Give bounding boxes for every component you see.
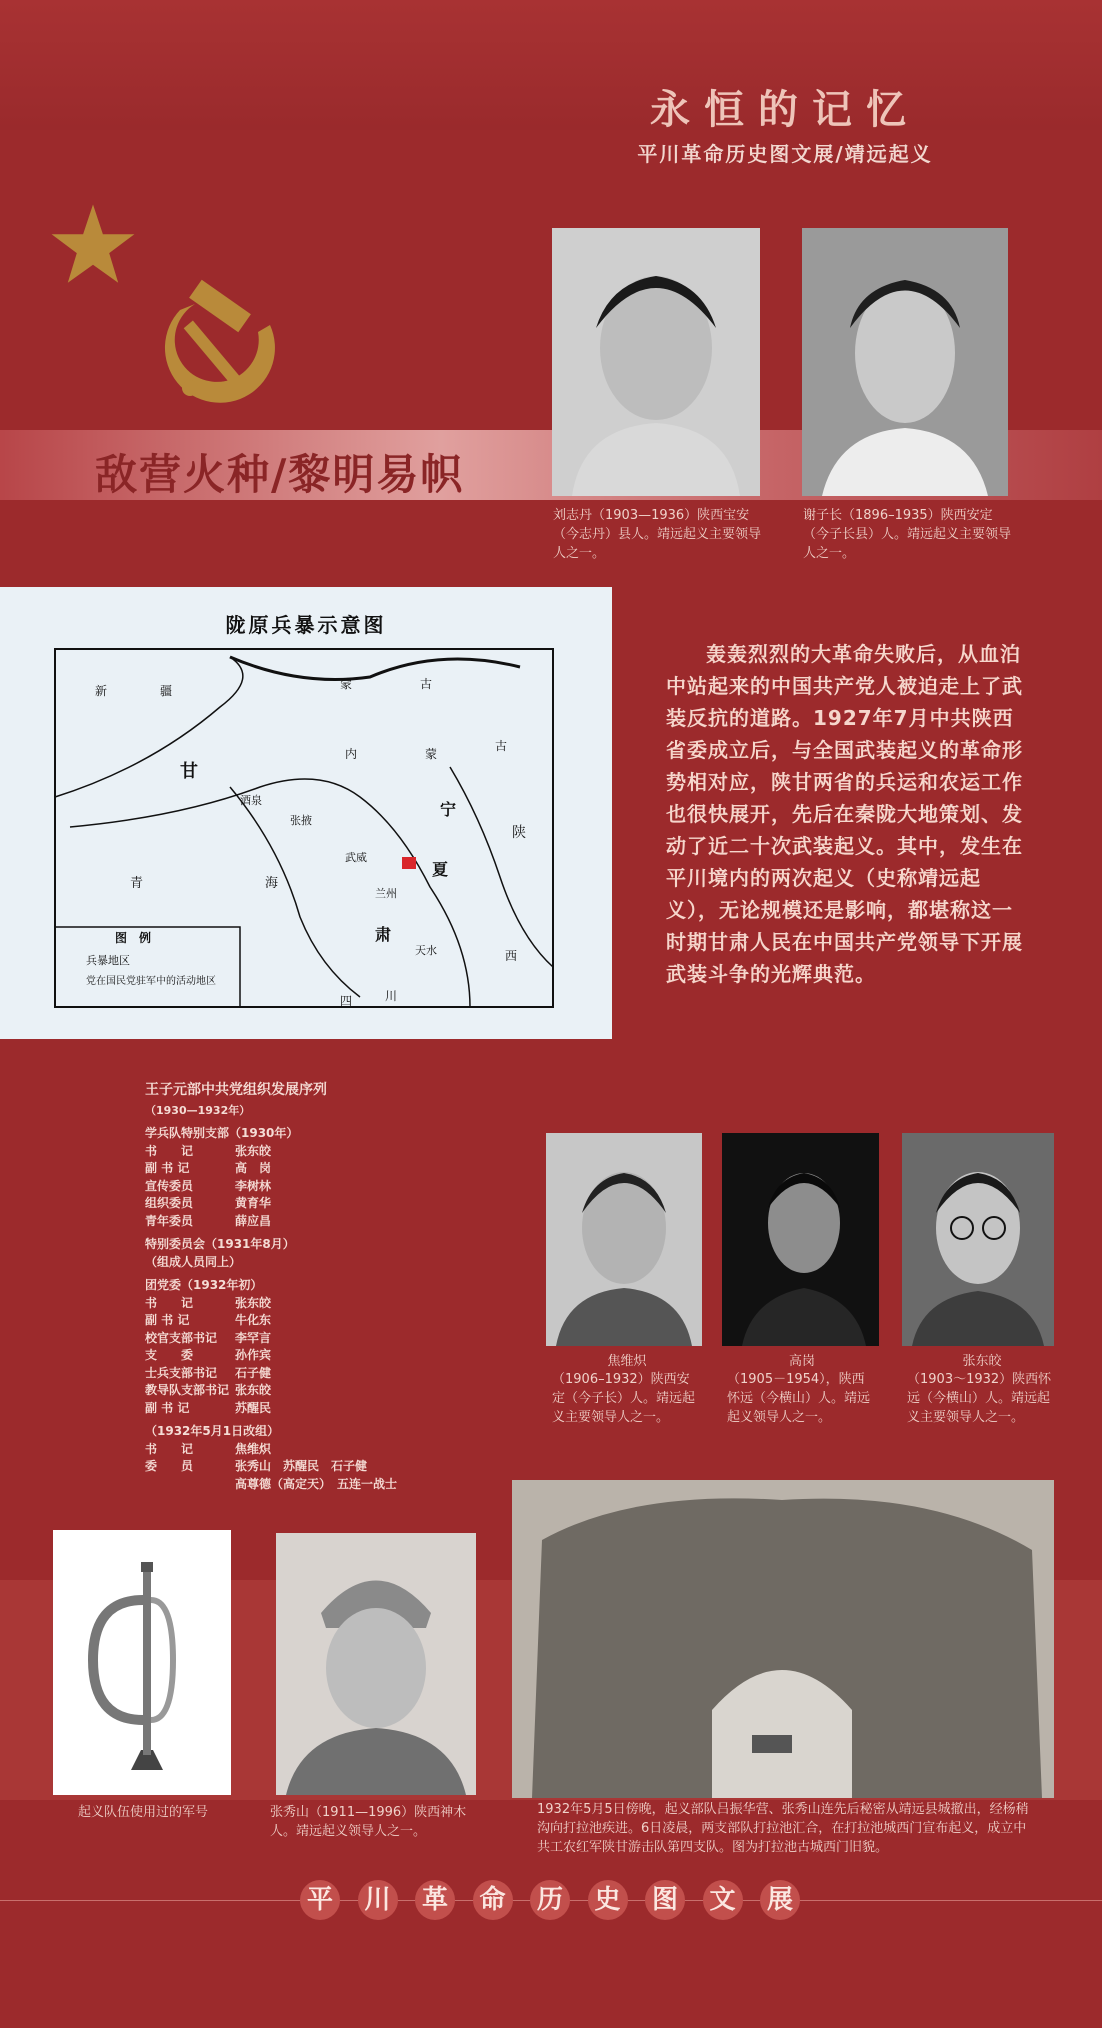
star-icon <box>48 200 138 290</box>
map-label: 张掖 <box>290 814 312 827</box>
footer-char: 川 <box>358 1880 398 1920</box>
map-label: 疆 <box>160 684 173 698</box>
caption-liu-zhidan: 刘志丹（1903—1936）陕西宝安（今志丹）县人。靖远起义主要领导人之一。 <box>553 508 762 561</box>
org-role: 组织委员 <box>145 1196 194 1210</box>
caption-dalachi-gate: 1932年5月5日傍晚，起义部队吕振华营、张秀山连先后秘密从靖远县城撤出，经杨稍沟向打拉池疾进。6日凌晨，两支部队打拉池汇合，在打拉池城西门宣布起义，成立中共工农红军陕甘游击队第四支队。图为打拉池古城西门旧貌。 <box>537 1802 1029 1855</box>
footer-char: 平 <box>300 1880 340 1920</box>
org-person: 高尊德（高定天） 五连一战士 <box>235 1476 398 1491</box>
org-person: 张东皎 <box>235 1383 272 1397</box>
intro-text: 轰轰烈烈的大革命失败后，从血泊中站起来的中国共产党人被迫走上了武装反抗的道路。1927年7月中共陕西省委成立后，与全国武装起义的革命形势相对应，陕甘两省的兵运和农运工作也很快展开，先后在秦陇大地策划、发动了近二十次武装起义。其中，发生在平川境内的两次起义（史称靖远起义），无论规模还是影响，都堪称这一时期甘肃人民在中国共产党领导下开展武装斗争的光辉典范。 <box>666 642 1023 986</box>
portrait-gao-gang <box>722 1133 879 1346</box>
footer-char: 历 <box>530 1880 570 1920</box>
org-person: 焦维炽 <box>235 1441 272 1456</box>
org-person: 李树林 <box>235 1178 272 1193</box>
footer-char: 文 <box>703 1880 743 1920</box>
footer-char: 史 <box>588 1880 628 1920</box>
caption-jiao-weizhi: （1906–1932）陕西安定（今子长）人。靖远起义主要领导人之一。 <box>552 1372 696 1425</box>
org-sequence <box>145 1082 475 1493</box>
map-label: 夏 <box>432 860 449 879</box>
footer-char: 展 <box>760 1880 800 1920</box>
org-person: 牛化东 <box>235 1313 272 1327</box>
org-role: 书 记 <box>145 1143 194 1158</box>
org-section-head: 学兵队特别支部（1930年） <box>145 1126 299 1140</box>
org-section-head: 团党委（1932年初） <box>145 1278 263 1292</box>
hammer-sickle-icon <box>150 270 290 410</box>
portrait-xie-zichang <box>802 228 1008 496</box>
org-section-head: （1932年5月1日改组） <box>145 1424 280 1438</box>
map-label: 蒙 <box>425 747 438 761</box>
map-label: 兰州 <box>375 887 397 900</box>
name-zhang-dongjiao: 张东皎 <box>962 1354 1002 1369</box>
org-role: 宣传委员 <box>145 1178 194 1193</box>
org-person: 张秀山 苏醒民 石子健 <box>235 1459 368 1473</box>
map-label: 新 <box>95 684 108 698</box>
map-label: 内 <box>345 747 358 761</box>
map-label: 陕 <box>512 825 526 841</box>
org-role: 书 记 <box>145 1295 194 1310</box>
caption-zhang-xiushan: 张秀山（1911—1996）陕西神木人。靖远起义领导人之一。 <box>270 1805 467 1839</box>
org-person: 苏醒民 <box>235 1400 272 1415</box>
photo-bugle <box>53 1530 231 1795</box>
footer-banner <box>300 1880 800 1920</box>
map-label: 西 <box>505 949 518 963</box>
map-label: 青 <box>130 876 144 891</box>
map-panel <box>0 587 612 1039</box>
name-jiao-weizhi: 焦维炽 <box>607 1354 647 1369</box>
org-role: 支 委 <box>145 1348 194 1362</box>
org-person: 张东皎 <box>235 1295 272 1310</box>
org-role: 副 书 记 <box>145 1400 190 1415</box>
caption-gao-gang: （1905－1954），陕西怀远（今横山）人。靖远起义领导人之一。 <box>727 1372 871 1425</box>
map-label: 甘 <box>180 761 198 782</box>
caption-zhang-dongjiao: （1903～1932）陕西怀远（今横山）人。靖远起义主要领导人之一。 <box>907 1372 1052 1425</box>
org-section-head: 特别委员会（1931年8月） <box>145 1237 295 1251</box>
exhibit-title: 永恒的记忆 <box>650 86 920 133</box>
map-legend-title: 图 例 <box>115 931 152 945</box>
org-role: 教导队支部书记 <box>145 1383 230 1397</box>
map-label: 古 <box>420 677 433 691</box>
org-role: 书 记 <box>145 1441 194 1456</box>
exhibit-subtitle: 平川革命历史图文展/靖远起义 <box>637 142 933 166</box>
org-person: 薛应昌 <box>235 1213 272 1228</box>
footer-char: 命 <box>473 1880 513 1920</box>
org-role: 委 员 <box>145 1459 194 1473</box>
caption-bugle: 起义队伍使用过的军号 <box>77 1805 208 1820</box>
portrait-liu-zhidan <box>552 228 760 496</box>
org-role: 校官支部书记 <box>145 1330 218 1345</box>
org-role: 副 书 记 <box>145 1313 190 1327</box>
caption-xie-zichang: 谢子长（1896–1935）陕西安定（今子长县）人。靖远起义主要领导人之一。 <box>803 508 1012 561</box>
map-label: 宁 <box>440 800 457 819</box>
map-legend-item: 兵暴地区 <box>86 954 130 967</box>
map-label: 川 <box>385 989 398 1003</box>
org-role: （组成人员同上） <box>145 1254 242 1269</box>
portrait-jiao-weizhi <box>546 1133 702 1346</box>
org-role: 青年委员 <box>145 1213 194 1228</box>
map-title: 陇原兵暴示意图 <box>225 613 387 637</box>
map-label: 蒙 <box>340 677 353 691</box>
org-person: 高 岗 <box>235 1161 272 1175</box>
map-label: 天水 <box>415 944 437 957</box>
section-title: 敌营火种/黎明易帜 <box>95 450 465 499</box>
org-person: 石子健 <box>235 1365 272 1380</box>
footer-char: 革 <box>415 1880 455 1920</box>
org-role: 副 书 记 <box>145 1161 190 1175</box>
name-gao-gang: 高岗 <box>788 1354 815 1369</box>
map-label: 酒泉 <box>240 794 262 807</box>
org-person: 黄育华 <box>235 1196 272 1210</box>
org-person: 张东皎 <box>235 1143 272 1158</box>
org-person: 李罕言 <box>235 1330 272 1345</box>
org-person: 孙作宾 <box>235 1348 272 1362</box>
org-period: （1930—1932年） <box>145 1103 251 1117</box>
portrait-zhang-xiushan <box>276 1533 476 1795</box>
org-role: 士兵支部书记 <box>145 1365 218 1380</box>
photo-dalachi-west-gate <box>512 1480 1054 1798</box>
map-label: 古 <box>495 739 508 753</box>
org-role <box>145 1476 235 1494</box>
map-label: 四 <box>340 994 353 1008</box>
map-legend-item: 党在国民党驻军中的活动地区 <box>86 976 216 987</box>
portrait-zhang-dongjiao <box>902 1133 1054 1346</box>
org-title: 王子元部中共党组织发展序列 <box>145 1082 327 1098</box>
map-label: 武威 <box>345 851 367 864</box>
map-label: 海 <box>265 876 279 891</box>
map-label: 肃 <box>375 925 392 944</box>
footer-char: 图 <box>645 1880 685 1920</box>
